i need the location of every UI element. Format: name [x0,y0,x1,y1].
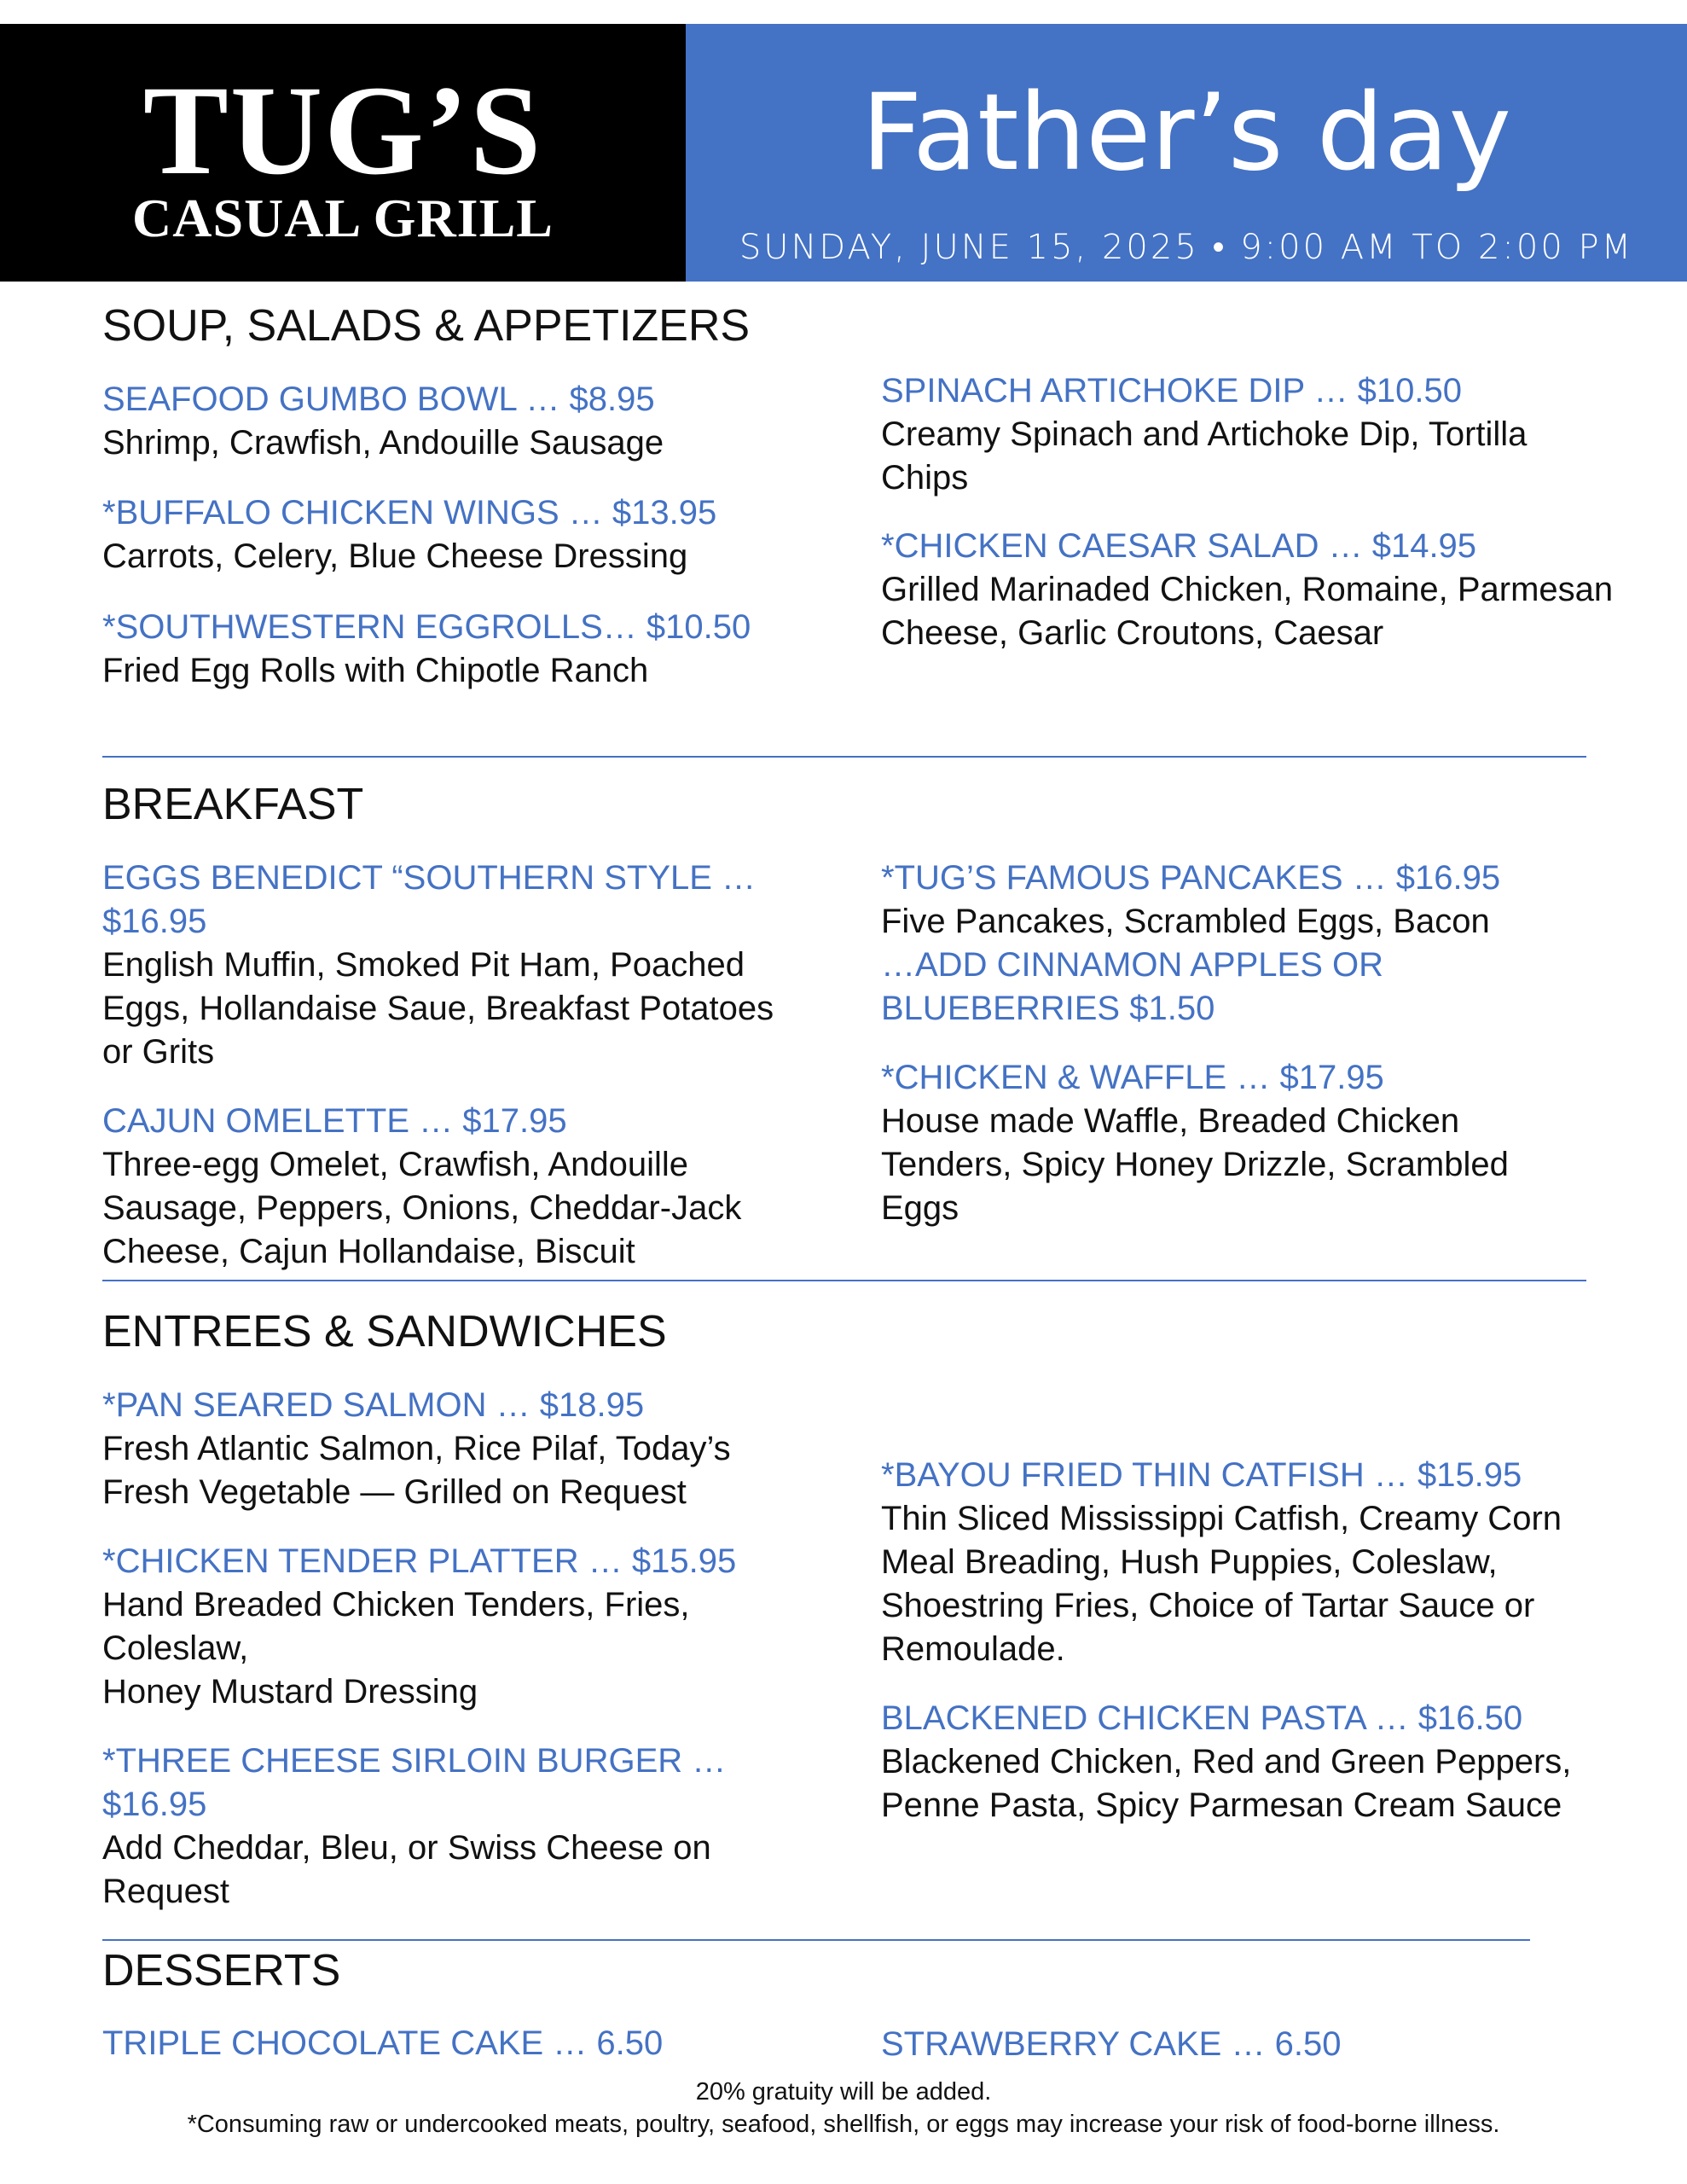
item-name: CAJUN OMELETTE … $17.95 [102,1102,567,1140]
item-name: *CHICKEN & WAFFLE … $17.95 [881,1059,1384,1096]
item-description: Three-egg Omelet, Crawfish, Andouille Sausage, Peppers, Onions, Cheddar-Jack Cheese, Cajun Hollandaise, Biscuit [102,1146,742,1270]
section-title-entrees: ENTREES & SANDWICHES [102,1307,667,1356]
section-divider [102,756,1586,758]
section-title-breakfast: BREAKFAST [102,780,364,829]
menu-item [102,378,802,465]
menu-item [881,1697,1580,1827]
menu-item [102,1100,802,1274]
section-divider [102,1280,1586,1281]
logo-title: TUG’S [142,60,543,201]
item-description-extra: Honey Mustard Dressing [102,1673,478,1711]
section-title-soup: SOUP, SALADS & APPETIZERS [102,301,751,351]
menu-item [881,369,1615,500]
menu-item [881,2023,1580,2066]
item-description: Creamy Spinach and Artichoke Dip, Tortilla Chips [881,415,1528,497]
item-name: *PAN SEARED SALMON … $18.95 [102,1386,645,1424]
menu-item [881,525,1615,655]
event-title: Father’s day [861,72,1511,195]
item-description: Blackened Chicken, Red and Green Peppers, Penne Pasta, Spicy Parmesan Cream Sauce [881,1743,1572,1824]
item-name: *TUG’S FAMOUS PANCAKES … $16.95 [881,859,1501,897]
item-description: Shrimp, Crawfish, Andouille Sausage [102,424,664,462]
item-name: BLACKENED CHICKEN PASTA … $16.50 [881,1699,1523,1737]
menu-item [102,606,802,693]
logo-subtitle: CASUAL GRILL [132,188,554,248]
menu-item [102,857,802,1074]
event-date: SUNDAY, JUNE 15, 2025 • 9:00 AM TO 2:00 PM [739,228,1634,267]
item-description: Thin Sliced Mississippi Catfish, Creamy Corn Meal Breading, Hush Puppies, Coleslaw, Shoestring Fries, Choice of Tartar Sauce or Remoulade. [881,1500,1562,1668]
item-name: STRAWBERRY CAKE … 6.50 [881,2025,1342,2063]
item-name: *BAYOU FRIED THIN CATFISH … $15.95 [881,1456,1522,1494]
item-description: Hand Breaded Chicken Tenders, Fries, Coleslaw, [102,1586,690,1667]
food-safety-warning: *Consuming raw or undercooked meats, poultry, seafood, shellfish, or eggs may increase your risk of food-borne illness. [187,2111,1500,2138]
item-name: *CHICKEN CAESAR SALAD … $14.95 [881,527,1477,565]
item-description: English Muffin, Smoked Pit Ham, Poached Eggs, Hollandaise Saue, Breakfast Potatoes or Grits [102,946,774,1071]
menu-item [102,2022,802,2065]
item-description: Fried Egg Rolls with Chipotle Ranch [102,652,649,689]
menu-item [881,1056,1563,1230]
menu-item [102,491,802,578]
item-name: *SOUTHWESTERN EGGROLLS… $10.50 [102,608,751,646]
item-description: House made Waffle, Breaded Chicken Tenders, Spicy Honey Drizzle, Scrambled Eggs [881,1102,1509,1227]
event-banner [686,24,1687,282]
item-name: SEAFOOD GUMBO BOWL … $8.95 [102,380,655,418]
item-name: TRIPLE CHOCOLATE CAKE … 6.50 [102,2024,664,2062]
gratuity-note: 20% gratuity will be added. [695,2078,992,2106]
section-title-desserts: DESSERTS [102,1946,341,1995]
menu-item [102,1384,802,1514]
menu-item [102,1540,802,1714]
item-name: *THREE CHEESE SIRLOIN BURGER … $16.95 [102,1742,727,1823]
menu-item [881,1454,1580,1671]
item-description: Grilled Marinaded Chicken, Romaine, Parmesan Cheese, Garlic Croutons, Caesar [881,571,1614,652]
menu-item [102,1740,802,1914]
item-name: SPINACH ARTICHOKE DIP … $10.50 [881,372,1462,410]
restaurant-logo [0,24,686,282]
section-divider [102,1939,1530,1941]
item-name: *CHICKEN TENDER PLATTER … $15.95 [102,1542,737,1580]
item-description: Carrots, Celery, Blue Cheese Dressing [102,537,688,575]
item-description: Five Pancakes, Scrambled Eggs, Bacon [881,903,1490,940]
menu-item [881,857,1529,1031]
item-description: Add Cheddar, Bleu, or Swiss Cheese on Request [102,1829,711,1910]
item-name: EGGS BENEDICT “SOUTHERN STYLE … $16.95 [102,859,757,940]
item-name: *BUFFALO CHICKEN WINGS … $13.95 [102,494,717,531]
item-description: Fresh Atlantic Salmon, Rice Pilaf, Today’s Fresh Vegetable — Grilled on Request [102,1430,731,1511]
item-addon: …ADD CINNAMON APPLES OR BLUEBERRIES $1.50 [881,946,1384,1027]
